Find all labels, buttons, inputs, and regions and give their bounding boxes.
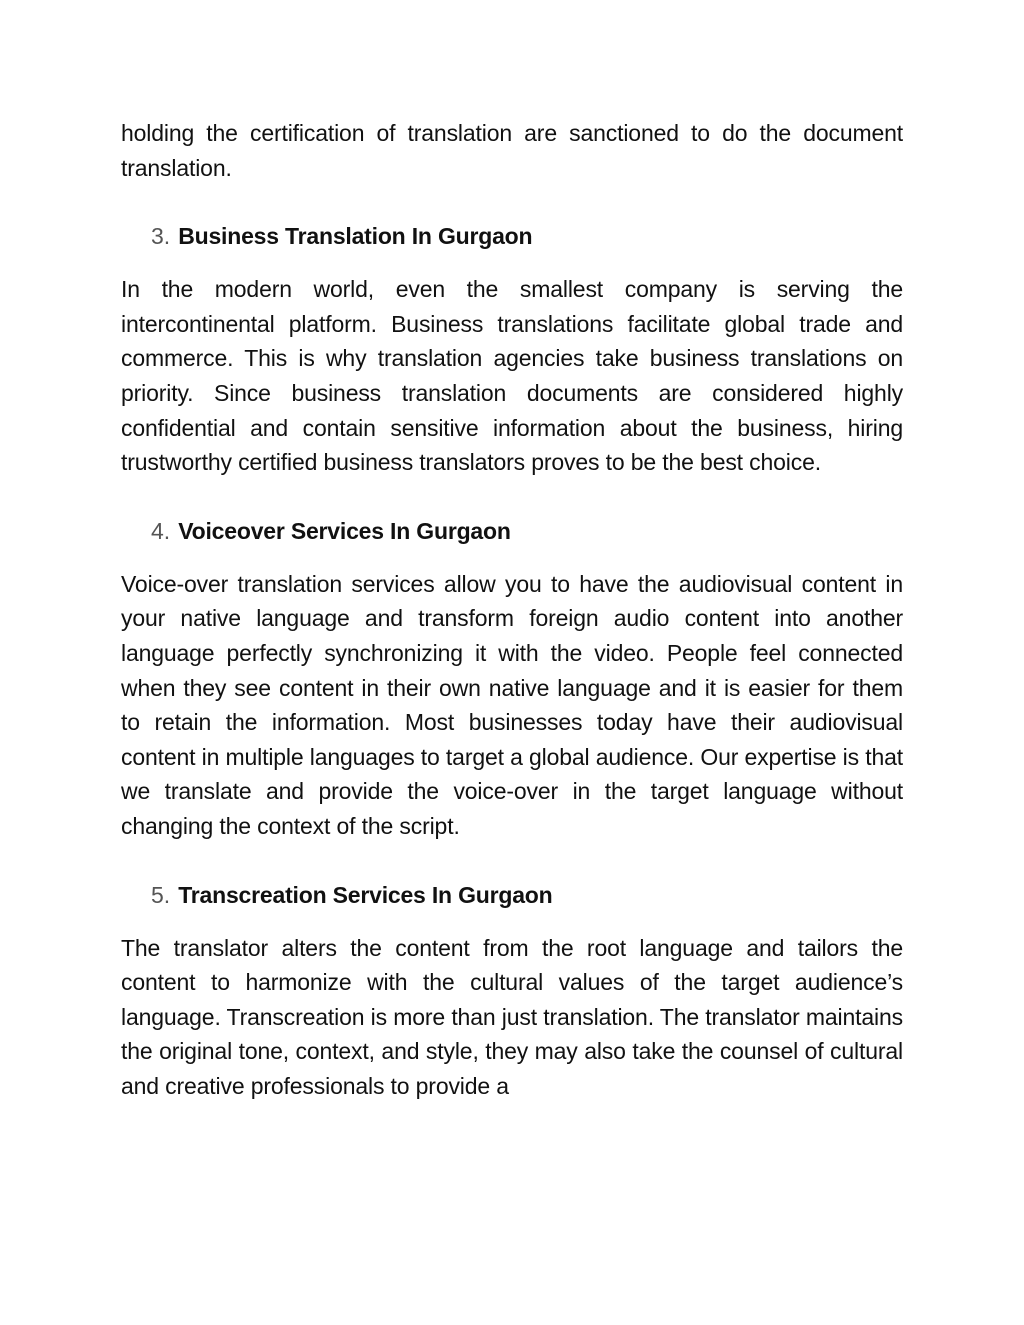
section-body-voiceover-services: Voice-over translation services allow you to have the audiovisual content in your native language and transform foreign audio content into another language perfectly synchronizing it with the video. People feel connected when they see content in their own native language and it is easier for them to retain the information. Most businesses today have their audiovisual content in multiple languages to target a global audience. Our expertise is that we translate and provide the voice-over in the target language without changing the context of the script. [121, 570, 903, 839]
section-number: 3. [151, 223, 171, 250]
section-number: 5. [151, 881, 171, 908]
section-body-transcreation-services: The translator alters the content from the root language and tailors the content to harmonize with the cultural values of the target audience’s language. Transcreation is more than just translation. The translator maintains the original tone, context, and style, they may also take the counsel of cultural and creative professionals to provide a [121, 934, 903, 1099]
section-title: Voiceover Services In Gurgaon [178, 517, 511, 544]
section-heading-business-translation [121, 219, 903, 253]
section-number: 4. [151, 517, 171, 544]
section-body-business-translation: In the modern world, even the smallest company is serving the intercontinental platform. Business translations facilitate global trade and commerce. This is why translation agencies take business translations on priority. Since business translation documents are considered highly confidential and contain sensitive information about the business, hiring trustworthy certified business translators proves to be the best choice. [121, 276, 903, 476]
section-heading-voiceover-services [121, 514, 903, 548]
document-page [121, 116, 903, 1103]
section-title: Business Translation In Gurgaon [178, 223, 533, 250]
intro-paragraph: holding the certification of translation are sanctioned to do the document translation. [121, 120, 903, 181]
section-title: Transcreation Services In Gurgaon [178, 881, 553, 908]
section-heading-transcreation-services [121, 878, 903, 912]
